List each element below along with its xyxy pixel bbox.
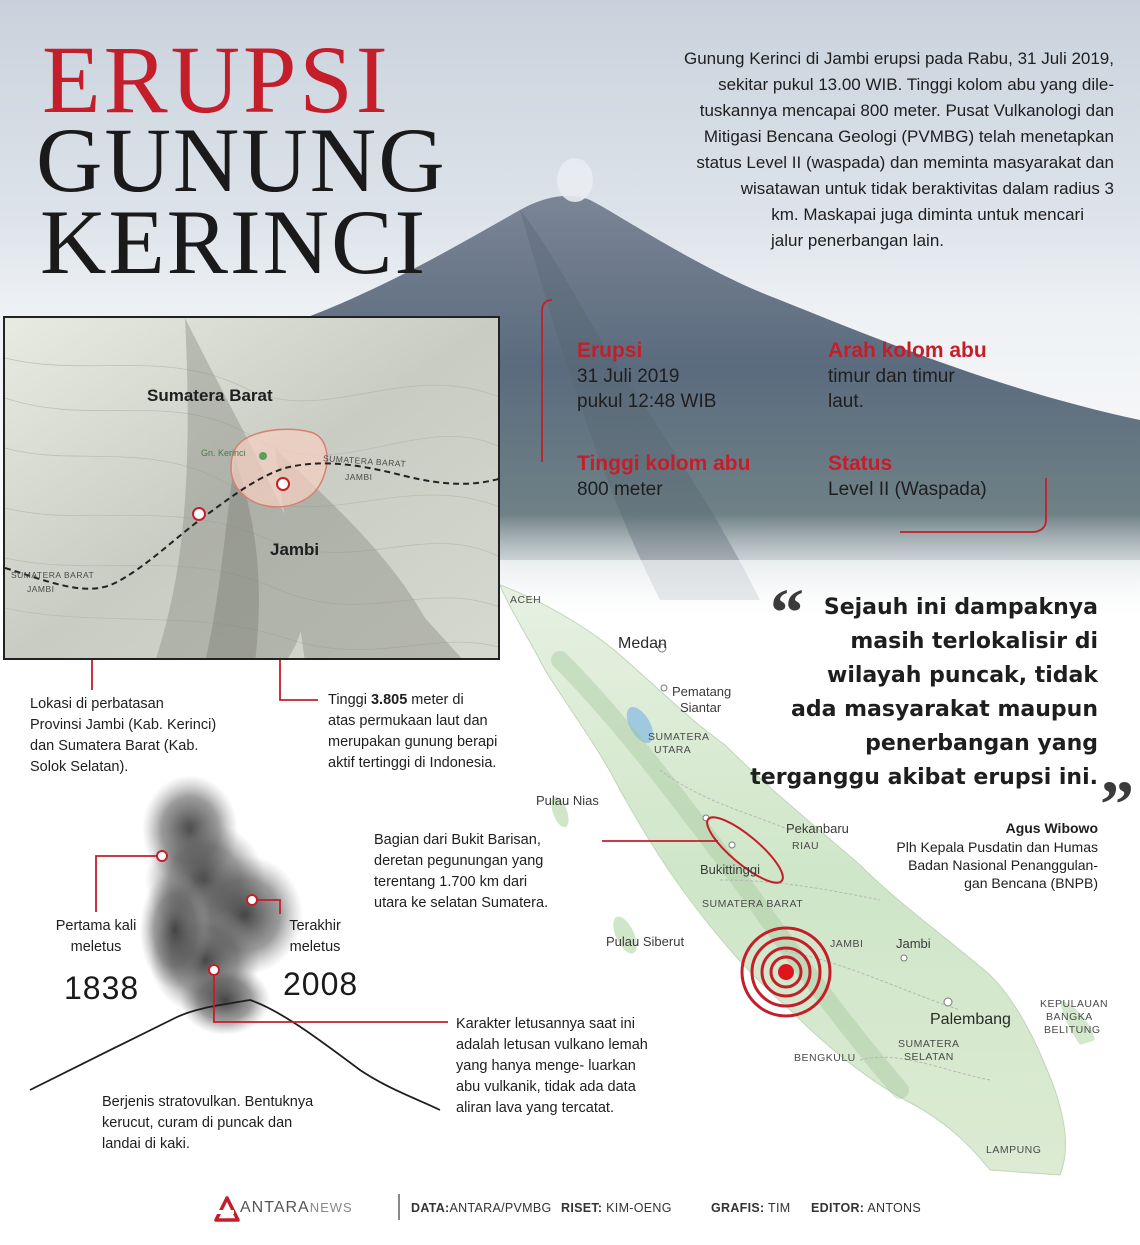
inset-topographic-map xyxy=(3,316,500,660)
map-label-lampung: LAMPUNG xyxy=(986,1144,1042,1156)
note-line: aktif tertinggi di Indonesia. xyxy=(328,755,497,771)
note-line: aliran lava yang tercatat. xyxy=(456,1100,614,1116)
note-location xyxy=(30,694,216,778)
source-role-line: gan Bencana (BNPB) xyxy=(964,875,1098,891)
footer-data xyxy=(411,1201,552,1215)
inset-label-jambi: Jambi xyxy=(270,540,320,559)
fact-erupsi-time: pukul 12:48 WIB xyxy=(577,391,717,412)
intro-line: Gunung Kerinci di Jambi erupsi pada Rabu, 31 Juli 2019, xyxy=(684,49,1114,68)
footer-brand-suffix: NEWS xyxy=(309,1200,353,1215)
map-label-medan: Medan xyxy=(618,635,667,652)
map-label-babel: BANGKA xyxy=(1046,1011,1093,1023)
intro-line: km. Maskapai juga diminta untuk mencari xyxy=(771,205,1084,224)
map-label-sumsel: SELATAN xyxy=(904,1051,954,1063)
title-erupsi: ERUPSI xyxy=(42,26,391,133)
inset-terrain xyxy=(5,318,500,660)
note-line: Solok Selatan). xyxy=(30,759,129,775)
map-label-aceh: ACEH xyxy=(510,594,542,606)
map-label-babel: KEPULAUAN xyxy=(1040,998,1109,1010)
note-line: kerucut, curam di puncak dan xyxy=(102,1115,293,1131)
note-line: Bagian dari Bukit Barisan, xyxy=(374,832,541,848)
note-line: dan Sumatera Barat (Kab. xyxy=(30,738,199,754)
note-line: deretan pegunungan yang xyxy=(374,853,544,869)
note-line: meletus xyxy=(70,939,122,955)
note-barisan xyxy=(374,830,548,914)
note-line: Berjenis stratovulkan. Bentuknya xyxy=(102,1094,314,1110)
footer xyxy=(0,1190,1140,1230)
note-line: Provinsi Jambi (Kab. Kerinci) xyxy=(30,717,217,733)
source-role-line: Badan Nasional Penanggulan- xyxy=(908,857,1098,873)
footer-editor xyxy=(811,1201,921,1215)
map-label-siantar: Siantar xyxy=(680,700,722,715)
note-type xyxy=(102,1092,313,1155)
note-height xyxy=(328,690,497,774)
note-line xyxy=(328,690,497,711)
footer-brand-name: ANTARA xyxy=(240,1199,310,1216)
map-label-sumbar: SUMATERA BARAT xyxy=(702,898,804,910)
fact-arah-label: Arah kolom abu xyxy=(828,339,987,362)
note-line: atas permukaan laut dan xyxy=(328,713,488,729)
footer-editor-value: ANTONS xyxy=(864,1201,922,1215)
source-role-line: Plh Kepala Pusdatin dan Humas xyxy=(896,839,1098,855)
note-first-eruption xyxy=(48,916,144,958)
inset-border-label: SUMATERA BARAT xyxy=(11,570,95,580)
quote-open-mark: “ xyxy=(770,574,804,650)
fact-status-value: Level II (Waspada) xyxy=(828,479,987,500)
map-label-siberut: Pulau Siberut xyxy=(606,934,685,949)
intro-paragraph xyxy=(594,46,1114,254)
inset-border-label: JAMBI xyxy=(345,472,373,482)
fact-erupsi xyxy=(577,338,716,414)
note-line: adalah letusan vulkano lemah xyxy=(456,1037,648,1053)
note-line: utara ke selatan Sumatera. xyxy=(374,895,549,911)
inset-label-peak: Gn. Kerinci xyxy=(201,448,246,458)
note-line: terentang 1.700 km dari xyxy=(374,874,528,890)
note-height-value: 3.805 xyxy=(370,692,408,708)
title-kerinci: KERINCI xyxy=(40,191,428,293)
first-eruption-year: 1838 xyxy=(64,970,140,1006)
note-character xyxy=(456,1014,648,1119)
footer-divider xyxy=(398,1194,400,1220)
map-label-sumut: SUMATERA xyxy=(648,731,710,743)
intro-line: status Level II (waspada) dan meminta masyarakat dan xyxy=(696,153,1114,172)
note-line: merupakan gunung berapi xyxy=(328,734,498,750)
map-label-bengkulu: BENGKULU xyxy=(794,1052,856,1064)
inset-border-label: JAMBI xyxy=(27,584,55,594)
map-label-bukittinggi: Bukittinggi xyxy=(700,862,760,877)
fact-tinggi-label: Tinggi kolom abu xyxy=(577,452,751,475)
last-eruption-year: 2008 xyxy=(283,966,359,1002)
quote-line: ada masyarakat maupun xyxy=(790,697,1098,722)
note-line: Terakhir xyxy=(289,918,341,934)
intro-line: wisatawan untuk tidak beraktivitas dalam radius 3 xyxy=(740,179,1114,198)
quote-source-name: Agus Wibowo xyxy=(1005,820,1098,836)
fact-arah xyxy=(828,338,987,414)
note-height-post: meter di xyxy=(407,692,464,708)
footer-brand xyxy=(240,1199,353,1217)
footer-data-label: DATA: xyxy=(411,1201,450,1215)
footer-grafis-label: GRAFIS: xyxy=(711,1201,765,1215)
map-label-jambi-prov: JAMBI xyxy=(830,938,864,950)
inset-label-sumbar: Sumatera Barat xyxy=(147,386,273,405)
map-label-babel: BELITUNG xyxy=(1044,1024,1101,1036)
note-line: abu vulkanik, tidak ada data xyxy=(456,1079,636,1095)
fact-erupsi-date: 31 Juli 2019 xyxy=(577,366,680,387)
fact-tinggi-value: 800 meter xyxy=(577,479,663,500)
fact-tinggi xyxy=(577,451,750,502)
footer-grafis xyxy=(711,1201,790,1215)
quote-line: masih terlokalisir di xyxy=(850,629,1098,654)
quote-close-mark: ” xyxy=(1100,766,1134,842)
fact-status-label: Status xyxy=(828,452,893,475)
fact-arah-value: laut. xyxy=(828,391,864,412)
note-line: Pertama kali xyxy=(55,918,137,934)
footer-riset xyxy=(561,1201,672,1215)
fact-status xyxy=(828,451,987,502)
quote-line: Sejauh ini dampaknya xyxy=(823,595,1098,620)
map-label-nias: Pulau Nias xyxy=(536,793,599,808)
intro-line: sekitar pukul 13.00 WIB. Tinggi kolom abu yang dile- xyxy=(718,75,1114,94)
map-label-jambi-city: Jambi xyxy=(896,936,931,951)
quote-source-role xyxy=(818,838,1098,892)
footer-grafis-value: TIM xyxy=(764,1201,791,1215)
note-line: meletus xyxy=(289,939,341,955)
map-label-pematang: Pematang xyxy=(672,684,732,699)
note-height-pre: Tinggi xyxy=(328,692,371,708)
note-line: landai di kaki. xyxy=(102,1136,190,1152)
map-label-pekanbaru: Pekanbaru xyxy=(786,821,849,836)
inset-border-label: SUMATERA BARAT xyxy=(322,453,407,469)
intro-line: tuskannya mencapai 800 meter. Pusat Vulkanologi dan xyxy=(699,101,1114,120)
fact-erupsi-label: Erupsi xyxy=(577,339,643,362)
intro-line: jalur penerbangan lain. xyxy=(771,231,944,250)
note-line: Lokasi di perbatasan xyxy=(30,696,164,712)
note-line: yang hanya menge- luarkan xyxy=(456,1058,636,1074)
footer-riset-value: KIM-OENG xyxy=(602,1201,672,1215)
map-label-sumut: UTARA xyxy=(654,744,692,756)
map-label-riau: RIAU xyxy=(792,840,820,852)
footer-riset-label: RISET: xyxy=(561,1201,603,1215)
fact-arah-value: timur dan timur xyxy=(828,366,955,387)
map-label-palembang: Palembang xyxy=(930,1011,1011,1028)
note-last-eruption xyxy=(282,916,348,958)
quote-line: wilayah puncak, tidak xyxy=(827,663,1098,688)
quote-line: penerbangan yang xyxy=(865,731,1098,756)
footer-data-value: ANTARA/PVMBG xyxy=(449,1201,552,1215)
antara-logo-icon xyxy=(212,1194,242,1224)
footer-editor-label: EDITOR: xyxy=(811,1201,865,1215)
map-label-sumsel: SUMATERA xyxy=(898,1038,960,1050)
title-gunung: GUNUNG xyxy=(36,109,447,211)
quote-line: terganggu akibat erupsi ini. xyxy=(750,765,1098,790)
note-line: Karakter letusannya saat ini xyxy=(456,1016,635,1032)
intro-line: Mitigasi Bencana Geologi (PVMBG) telah menetapkan xyxy=(703,127,1114,146)
